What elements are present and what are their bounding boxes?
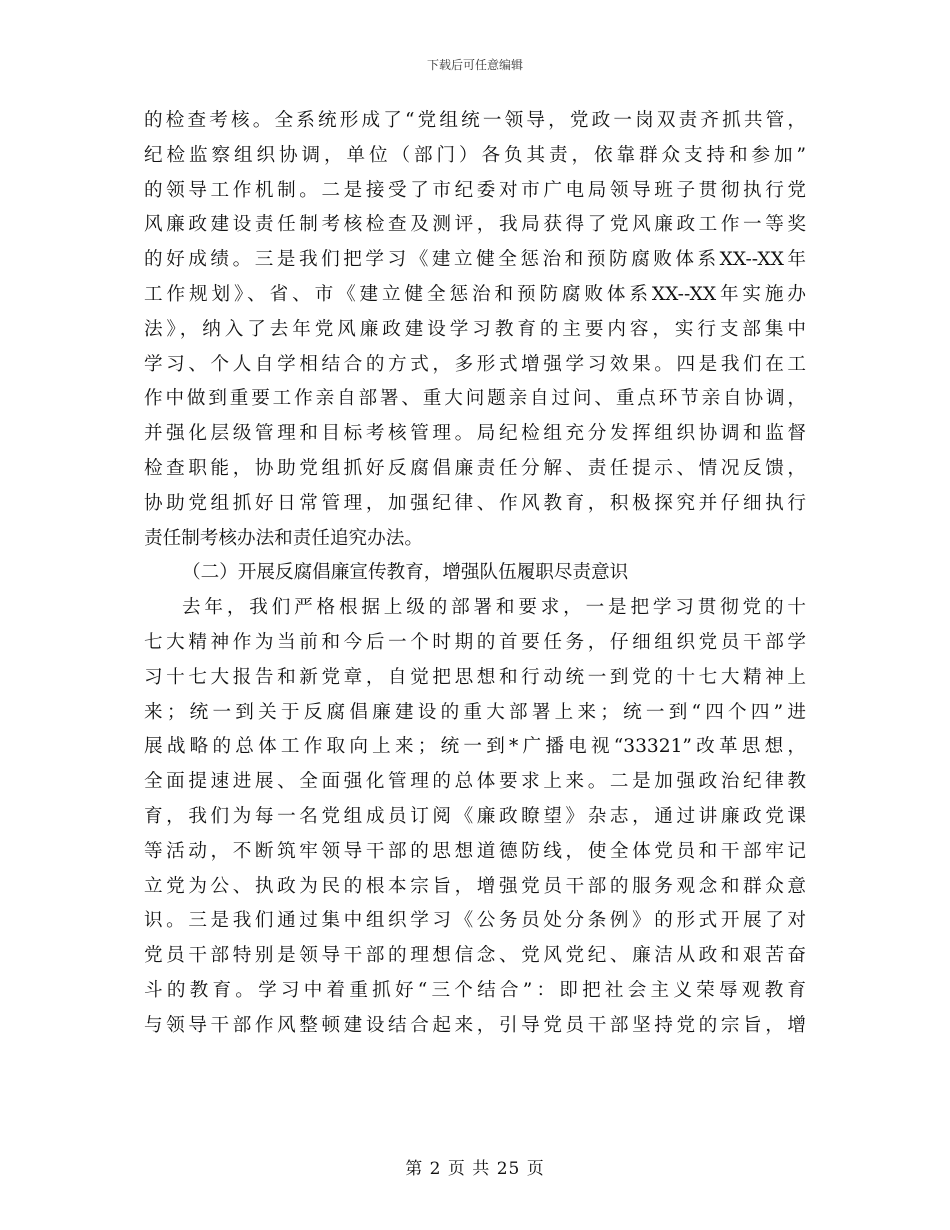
text-line: 风廉政建设责任制考核检查及测评，我局获得了党风廉政工作一等奖 — [144, 214, 806, 236]
page-header: 下载后可任意编辑 — [426, 58, 523, 72]
text-line: 育，我们为每一名党组成员订阅《廉政瞭望》杂志，通过讲廉政党课 — [144, 805, 806, 827]
text-line: 纪检监察组织协调，单位（部门）各负其责，依靠群众支持和参加” — [144, 144, 806, 166]
text-line: 全面提速进展、全面强化管理的总体要求上来。二是加强政治纪律教 — [144, 771, 806, 793]
text-line: 学习、个人自学相结合的方式，多形式增强学习效果。四是我们在工 — [144, 353, 806, 375]
text-line: 作中做到重要工作亲自部署、重大问题亲自过问、重点环节亲自协调， — [144, 388, 806, 410]
text-line: 去年，我们严格根据上级的部署和要求，一是把学习贯彻党的十 — [182, 597, 806, 619]
text-line: 的检查考核。全系统形成了“党组统一领导，党政一岗双责齐抓共管， — [144, 110, 806, 131]
text-line: 立党为公、执政为民的根本宗旨，增强党员干部的服务观念和群众意 — [144, 875, 806, 897]
text-line: 习十七大报告和新党章，自觉把思想和行动统一到党的十七大精神上 — [144, 666, 806, 688]
text-line: 识。三是我们通过集中组织学习《公务员处分条例》的形式开展了对 — [144, 910, 806, 932]
text-line: 等活动，不断筑牢领导干部的思想道德防线，使全体党员和干部牢记 — [144, 840, 806, 862]
text-line: 的好成绩。三是我们把学习《建立健全惩治和预防腐败体系XX--XX年 — [144, 249, 806, 271]
text-line: 并强化层级管理和目标考核管理。局纪检组充分发挥组织协调和监督 — [144, 423, 806, 445]
text-line: 法》，纳入了去年党风廉政建设学习教育的主要内容，实行支部集中 — [144, 318, 806, 340]
text-line: 的领导工作机制。二是接受了市纪委对市广电局领导班子贯彻执行党 — [144, 179, 806, 201]
text-line: 来；统一到关于反腐倡廉建设的重大部署上来；统一到“四个四”进 — [144, 701, 806, 723]
text-line: 检查职能，协助党组抓好反腐倡廉责任分解、责任提示、情况反馈， — [144, 457, 806, 479]
document-body — [144, 104, 806, 1044]
section-heading: （二）开展反腐倡廉宣传教育，增强队伍履职尽责意识 — [182, 562, 629, 584]
text-line: 党员干部特别是领导干部的理想信念、党风党纪、廉洁从政和艰苦奋 — [144, 945, 806, 967]
text-line: 七大精神作为当前和今后一个时期的首要任务，仔细组织党员干部学 — [144, 631, 806, 653]
text-line: 展战略的总体工作取向上来；统一到*广播电视“33321”改革思想， — [144, 736, 806, 758]
text-line: 协助党组抓好日常管理，加强纪律、作风教育，积极探究并仔细执行 — [144, 492, 806, 514]
text-line: 工作规划》、省、市《建立健全惩治和预防腐败体系XX--XX年实施办 — [144, 283, 806, 305]
text-line: 责任制考核办法和责任追究办法。 — [144, 527, 423, 549]
text-line: 与领导干部作风整顿建设结合起来，引导党员干部坚持党的宗旨，增 — [144, 1014, 806, 1036]
page-footer: 第 2 页 共 25 页 — [405, 1159, 545, 1179]
text-line: 斗的教育。学习中着重抓好“三个结合”：即把社会主义荣辱观教育 — [144, 979, 806, 1001]
